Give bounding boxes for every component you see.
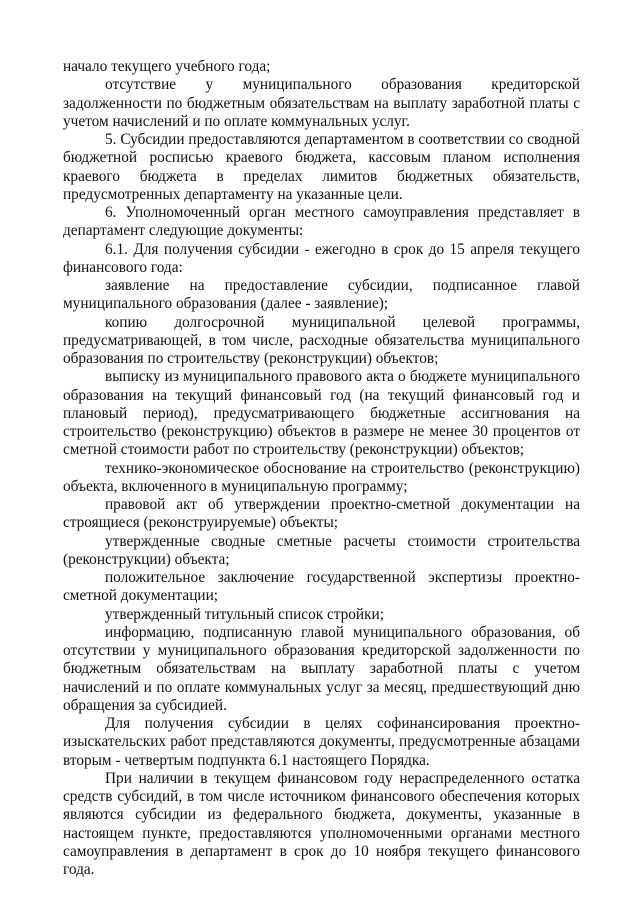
paragraph-budget-extract: выписку из муниципального правового акта о бюджете муниципального образования на текущий финансовый год (на текущий финансовый год и плановый период), предусматривающего бюджетные ассигнования на строительство (реконструкцию) объектов в размере не менее 30 процентов от сметной стоимости работ по строительству (реконструкции) объектов; — [63, 368, 580, 459]
paragraph-estimates: утвержденные сводные сметные расчеты стоимости строительства (реконструкции) объекта; — [63, 532, 580, 568]
paragraph-continuation: начало текущего учебного года; — [63, 58, 271, 75]
paragraph-remaining-funds: При наличии в текущем финансовом году нераспределенного остатка средств субсидий, в том числе источником финансового обеспечения которых являются субсидии из федерального бюджета, документы, указанные в настоящем пункте, предоставляются уполномоченными органами местного самоуправления в департамент в срок до 10 ноября текущего финансового года. — [63, 769, 580, 878]
paragraph-item-6-1: 6.1. Для получения субсидии - ежегодно в срок до 15 апреля текущего финансового года: — [63, 240, 580, 276]
paragraph-debt-information: информацию, подписанную главой муниципального образования, об отсутствии у муниципального образования кредиторской задолженности по бюджетным обязательствам на выплату заработной платы с учетом начислений и по оплате коммунальных услуг за месяц, предшествующий дню обращения за субсидией. — [63, 623, 580, 714]
paragraph-item-6: 6. Уполномоченный орган местного самоуправления представляет в департамент следующие документы: — [63, 204, 580, 240]
paragraph-expertise: положительное заключение государственной экспертизы проектно-сметной документации; — [63, 569, 580, 605]
paragraph-feasibility-study: технико-экономическое обоснование на строительство (реконструкцию) объекта, включенного в муниципальную программу; — [63, 459, 580, 495]
paragraph-program-copy: копию долгосрочной муниципальной целевой программы, предусматривающей, в том числе, расходные обязательства муниципального образования по строительству (реконструкции) объектов; — [63, 313, 580, 367]
paragraph-no-debt-condition: отсутствие у муниципального образования кредиторской задолженности по бюджетным обязательствам на выплату заработной платы с учетом начислений и по оплате коммунальных услуг. — [63, 76, 580, 130]
paragraph-application: заявление на предоставление субсидии, подписанное главой муниципального образования (далее - заявление); — [63, 277, 580, 313]
paragraph-title-list: утвержденный титульный список стройки; — [105, 605, 384, 623]
paragraph-approval-act: правовой акт об утверждении проектно-сметной документации на строящиеся (реконструируемые) объекты; — [63, 496, 580, 532]
paragraph-design-survey: Для получения субсидии в целях софинансирования проектно-изыскательских работ представляются документы, предусмотренные абзацами вторым - четвертым подпункта 6.1 настоящего Порядка. — [63, 715, 580, 769]
paragraph-item-5: 5. Субсидии предоставляются департаментом в соответствии со сводной бюджетной росписью краевого бюджета, кассовым планом исполнения краевого бюджета в пределах лимитов бюджетных обязательств, предусмотренных департаменту на указанные цели. — [63, 131, 580, 203]
